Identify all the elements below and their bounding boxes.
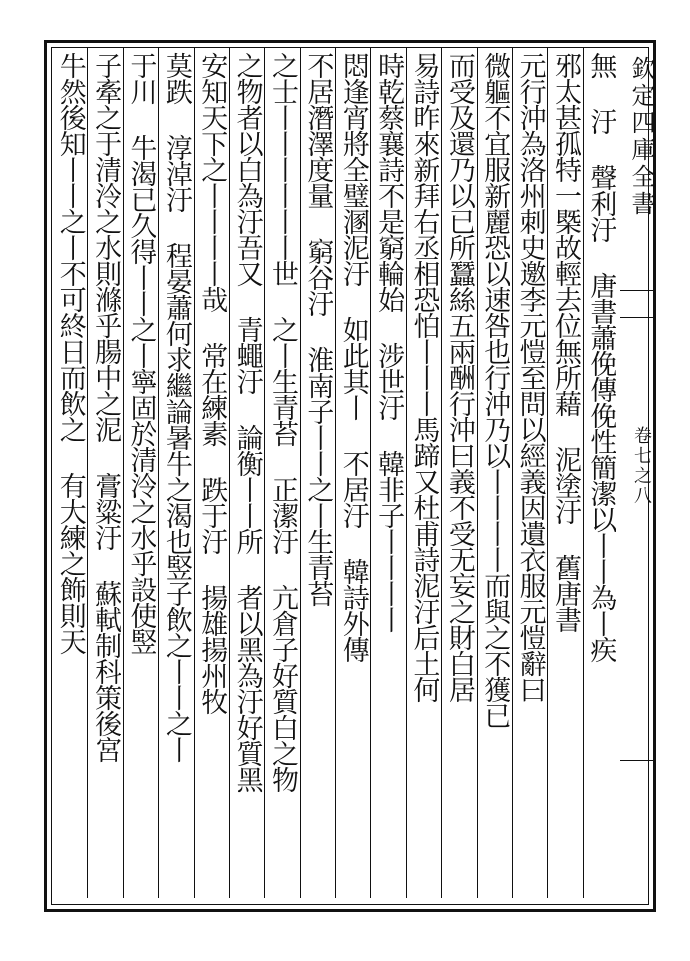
text-column xyxy=(160,52,192,888)
text-column xyxy=(337,52,369,888)
column-rule xyxy=(87,48,88,898)
column-rule xyxy=(406,48,407,898)
book-title: 欽定四庫全書 xyxy=(627,56,655,218)
column-text: 微軀不宜服新麗恐以速咎也行沖乃以丨丨丨丨而與之不獲已 xyxy=(479,52,511,728)
page-spine xyxy=(620,48,656,908)
text-column xyxy=(195,52,227,888)
column-rule xyxy=(229,48,230,898)
column-text: 之物者以白為汙吾又 青蠅汙 論衡丨丨所 者以黑為汙好質黑 xyxy=(231,52,263,792)
text-column xyxy=(266,52,298,888)
column-rule xyxy=(441,48,442,898)
column-text: 于川 牛渴已久得丨丨之丨寧固於清泠之水乎設使竪 xyxy=(125,52,157,654)
text-column xyxy=(514,52,546,888)
text-column xyxy=(407,52,439,888)
column-text: 之士丨丨丨丨丨丨世 之丨生青苔 正潔汙 亢倉子好質白之物 xyxy=(266,52,298,792)
column-rule xyxy=(477,48,478,898)
text-column xyxy=(584,52,616,888)
text-column xyxy=(89,52,121,888)
fishtail-mark xyxy=(620,290,656,333)
column-text: 元行沖為洛州刺史邀李元愷至問以經義因遺衣服元愷辭曰 xyxy=(514,52,546,702)
column-rule xyxy=(547,48,548,898)
text-column xyxy=(301,52,333,888)
text-column xyxy=(124,52,156,888)
column-rule xyxy=(335,48,336,898)
text-column xyxy=(54,52,86,888)
column-text: 而受及還乃以已所蠶絲五兩酬行沖曰義不受无妄之財白居 xyxy=(443,52,475,702)
column-rule xyxy=(194,48,195,898)
text-column xyxy=(231,52,263,888)
text-column xyxy=(478,52,510,888)
column-rule xyxy=(264,48,265,898)
spine-tick xyxy=(620,760,656,761)
column-text: 子牽之于清泠之水則滌乎腸中之泥 膏粱汙 蘇軾制科策後宮 xyxy=(90,52,122,762)
column-rule xyxy=(370,48,371,898)
volume-label: 卷七之八 xyxy=(631,426,652,506)
column-text: 悶逢宵將全璧溷泥汙 如此其丨 不居汙 韓詩外傳 xyxy=(337,52,369,662)
column-rule xyxy=(123,48,124,898)
text-column xyxy=(443,52,475,888)
column-text: 易詩昨來新拜右丞相恐怕丨丨丨馬蹄又杜甫詩泥汙后土何 xyxy=(408,52,440,702)
column-text: 安知天下之丨丨丨丨哉 常在練素 跌于汙 揚雄揚州牧 xyxy=(196,52,228,714)
column-rule xyxy=(512,48,513,898)
column-text: 邪太甚孤特一槩故輕去位無所藉 泥塗汙 舊唐書 xyxy=(549,52,581,632)
column-rule xyxy=(158,48,159,898)
column-text: 不居潛澤度量 窮谷汙 淮南子丨丨之丨生青苔 xyxy=(302,52,334,606)
column-text: 時乾蔡襄詩不是窮輪始 涉世汙 韓非子丨丨丨丨 xyxy=(373,52,405,632)
column-rule xyxy=(300,48,301,898)
column-rule xyxy=(583,48,584,898)
text-column xyxy=(372,52,404,888)
column-text: 無 汙 聲利汙 唐書蕭俛傳俛性簡潔以丨丨為丨疾 xyxy=(585,52,617,662)
column-text: 莫跌 淳淖汙 程晏蕭何求繼論暑牛之渴也竪子飲之丨丨之丨 xyxy=(160,52,192,762)
text-column xyxy=(549,52,581,888)
column-text: 牛然後知丨丨之丨不可終日而飲之 有大練之飾則天 xyxy=(54,52,86,654)
